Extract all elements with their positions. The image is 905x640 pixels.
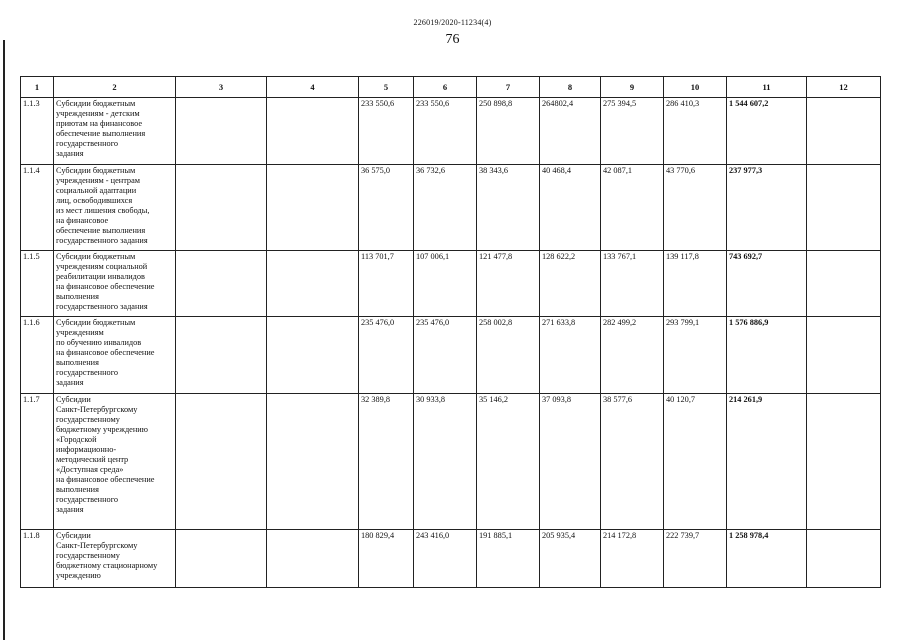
cell-col9: 38 577,6 xyxy=(601,394,664,530)
cell-col7: 121 477,8 xyxy=(477,251,540,317)
cell-col5: 235 476,0 xyxy=(359,317,414,394)
cell-col9: 275 394,5 xyxy=(601,98,664,165)
col-header-3: 3 xyxy=(176,77,267,98)
budget-table xyxy=(20,76,881,588)
col-header-12: 12 xyxy=(807,77,881,98)
cell-total: 214 261,9 xyxy=(727,394,807,530)
cell-col3 xyxy=(176,317,267,394)
col-header-6: 6 xyxy=(414,77,477,98)
table-header-row xyxy=(21,77,881,98)
cell-col10: 286 410,3 xyxy=(664,98,727,165)
cell-col12 xyxy=(807,165,881,251)
row-name: Субсидии Санкт-Петербургскому государственному бюджетному стационарному учреждению xyxy=(54,530,176,588)
cell-col7: 258 002,8 xyxy=(477,317,540,394)
cell-col3 xyxy=(176,98,267,165)
cell-col5: 233 550,6 xyxy=(359,98,414,165)
cell-col10: 222 739,7 xyxy=(664,530,727,588)
cell-col9: 133 767,1 xyxy=(601,251,664,317)
row-name: Субсидии бюджетным учреждениям социальной реабилитации инвалидов на финансовое обеспечение выполнения государственного задания xyxy=(54,251,176,317)
cell-col8: 40 468,4 xyxy=(540,165,601,251)
row-code: 1.1.4 xyxy=(21,165,54,251)
cell-col10: 139 117,8 xyxy=(664,251,727,317)
col-header-9: 9 xyxy=(601,77,664,98)
row-name: Субсидии бюджетным учреждениям - центрам социальной адаптации лиц, освободившихся из мест лишения свободы, на финансовое обеспечение выполнения государственного задания xyxy=(54,165,176,251)
cell-col6: 235 476,0 xyxy=(414,317,477,394)
row-name: Субсидии бюджетным учреждениям - детским приютам на финансовое обеспечение выполнения государственного задания xyxy=(54,98,176,165)
cell-total: 1 258 978,4 xyxy=(727,530,807,588)
document-reg-number: 226019/2020-11234(4) xyxy=(413,18,492,27)
cell-col12 xyxy=(807,251,881,317)
col-header-2: 2 xyxy=(54,77,176,98)
cell-col6: 30 933,8 xyxy=(414,394,477,530)
cell-col6: 36 732,6 xyxy=(414,165,477,251)
cell-col12 xyxy=(807,394,881,530)
col-header-4: 4 xyxy=(267,77,359,98)
cell-total: 743 692,7 xyxy=(727,251,807,317)
cell-col4 xyxy=(267,530,359,588)
cell-col3 xyxy=(176,530,267,588)
row-code: 1.1.3 xyxy=(21,98,54,165)
table-row xyxy=(21,165,881,251)
row-name: Субсидии Санкт-Петербургскому государственному бюджетному учреждению «Городской информационно- методический центр «Доступная среда» на финансовое обеспечение выполнения государственного задания xyxy=(54,394,176,530)
cell-col3 xyxy=(176,165,267,251)
cell-col9: 282 499,2 xyxy=(601,317,664,394)
table-row xyxy=(21,98,881,165)
cell-total: 1 576 886,9 xyxy=(727,317,807,394)
scan-left-edge xyxy=(3,40,5,640)
cell-col12 xyxy=(807,98,881,165)
cell-total: 1 544 607,2 xyxy=(727,98,807,165)
cell-col8: 205 935,4 xyxy=(540,530,601,588)
cell-col5: 36 575,0 xyxy=(359,165,414,251)
cell-col3 xyxy=(176,394,267,530)
cell-col5: 180 829,4 xyxy=(359,530,414,588)
row-name: Субсидии бюджетным учреждениям по обучению инвалидов на финансовое обеспечение выполнения государственного задания xyxy=(54,317,176,394)
cell-col9: 214 172,8 xyxy=(601,530,664,588)
cell-col4 xyxy=(267,98,359,165)
cell-col8: 37 093,8 xyxy=(540,394,601,530)
row-code: 1.1.6 xyxy=(21,317,54,394)
row-code: 1.1.7 xyxy=(21,394,54,530)
cell-col3 xyxy=(176,251,267,317)
cell-total: 237 977,3 xyxy=(727,165,807,251)
table-row xyxy=(21,251,881,317)
cell-col5: 113 701,7 xyxy=(359,251,414,317)
col-header-11: 11 xyxy=(727,77,807,98)
cell-col4 xyxy=(267,251,359,317)
cell-col6: 243 416,0 xyxy=(414,530,477,588)
cell-col7: 35 146,2 xyxy=(477,394,540,530)
table-row xyxy=(21,394,881,530)
cell-col8: 264802,4 xyxy=(540,98,601,165)
cell-col12 xyxy=(807,317,881,394)
table-row xyxy=(21,317,881,394)
col-header-10: 10 xyxy=(664,77,727,98)
col-header-7: 7 xyxy=(477,77,540,98)
cell-col7: 250 898,8 xyxy=(477,98,540,165)
cell-col7: 191 885,1 xyxy=(477,530,540,588)
page-number: 76 xyxy=(445,32,460,47)
cell-col10: 43 770,6 xyxy=(664,165,727,251)
cell-col8: 271 633,8 xyxy=(540,317,601,394)
cell-col8: 128 622,2 xyxy=(540,251,601,317)
table-row xyxy=(21,530,881,588)
col-header-8: 8 xyxy=(540,77,601,98)
cell-col5: 32 389,8 xyxy=(359,394,414,530)
cell-col6: 107 006,1 xyxy=(414,251,477,317)
cell-col12 xyxy=(807,530,881,588)
cell-col7: 38 343,6 xyxy=(477,165,540,251)
cell-col6: 233 550,6 xyxy=(414,98,477,165)
cell-col4 xyxy=(267,394,359,530)
row-code: 1.1.5 xyxy=(21,251,54,317)
cell-col10: 293 799,1 xyxy=(664,317,727,394)
cell-col4 xyxy=(267,317,359,394)
col-header-1: 1 xyxy=(21,77,54,98)
row-code: 1.1.8 xyxy=(21,530,54,588)
cell-col9: 42 087,1 xyxy=(601,165,664,251)
col-header-5: 5 xyxy=(359,77,414,98)
cell-col4 xyxy=(267,165,359,251)
cell-col10: 40 120,7 xyxy=(664,394,727,530)
